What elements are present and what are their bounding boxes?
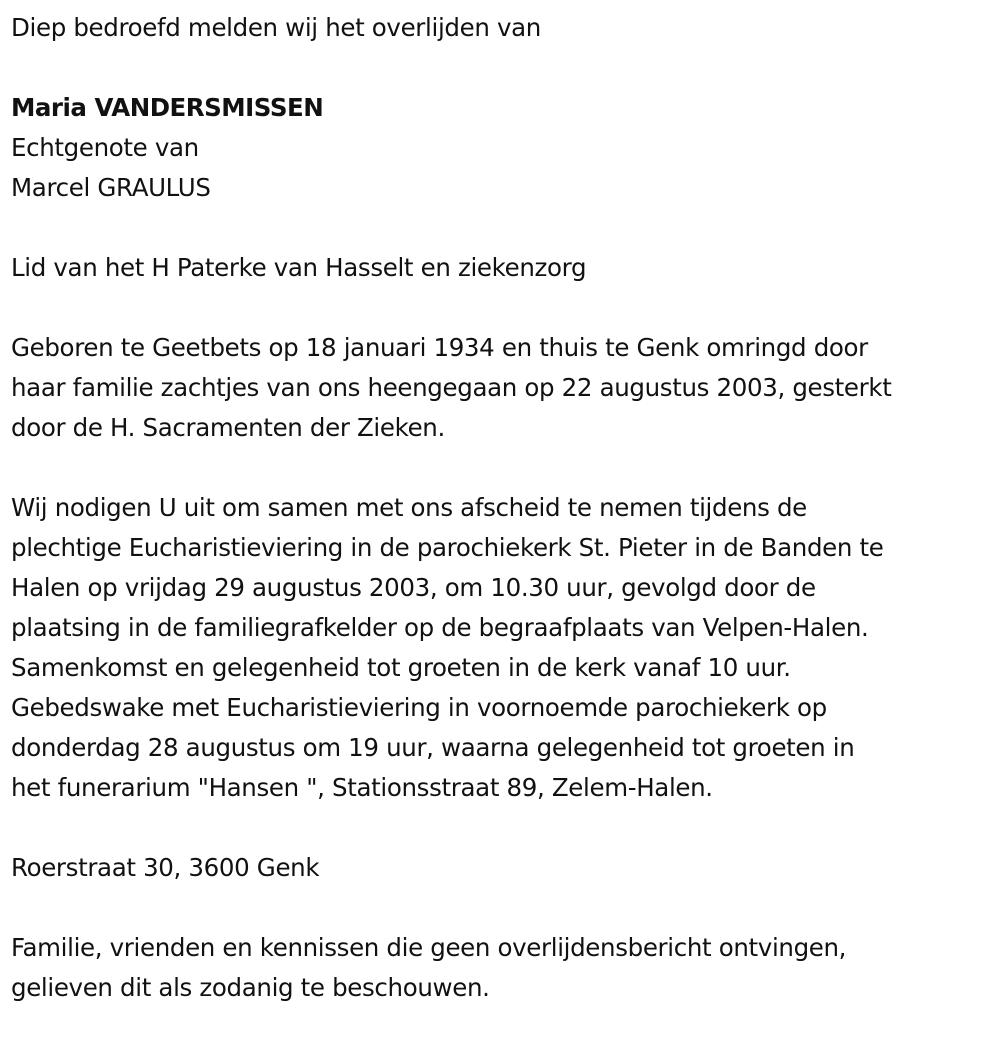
address-text: Roerstraat 30, 3600 Genk — [11, 853, 320, 882]
paragraph-line: Wij nodigen U uit om samen met ons afscheid te nemen tijdens de — [11, 493, 807, 522]
birth-death-paragraph — [11, 328, 1000, 448]
paragraph-line: Familie, vrienden en kennissen die geen overlijdensbericht ontvingen, — [11, 933, 847, 962]
spacer — [11, 888, 1000, 928]
paragraph-line: plaatsing in de familiegrafkelder op de begraafplaats van Velpen-Halen. — [11, 613, 869, 642]
spouse-label: Echtgenote van — [11, 133, 199, 162]
spacer — [11, 48, 1000, 88]
paragraph-line: Halen op vrijdag 29 augustus 2003, om 10.30 uur, gevolgd door de — [11, 573, 816, 602]
intro-text: Diep bedroefd melden wij het overlijden van — [11, 13, 541, 42]
invitation-paragraph — [11, 488, 1000, 808]
membership-text: Lid van het H Paterke van Hasselt en ziekenzorg — [11, 253, 587, 282]
spacer — [11, 808, 1000, 848]
paragraph-line: plechtige Eucharistieviering in de parochiekerk St. Pieter in de Banden te — [11, 533, 884, 562]
paragraph-line: Samenkomst en gelegenheid tot groeten in de kerk vanaf 10 uur. — [11, 653, 791, 682]
spacer — [11, 448, 1000, 488]
spacer — [11, 208, 1000, 248]
closing-paragraph — [11, 928, 1000, 1008]
spacer — [11, 288, 1000, 328]
paragraph-line: gelieven dit als zodanig te beschouwen. — [11, 973, 490, 1002]
paragraph-line: Gebedswake met Eucharistieviering in voornoemde parochiekerk op — [11, 693, 827, 722]
paragraph-line: door de H. Sacramenten der Zieken. — [11, 413, 445, 442]
paragraph-line: Geboren te Geetbets op 18 januari 1934 en thuis te Genk omringd door — [11, 333, 868, 362]
spouse-name: Marcel GRAULUS — [11, 173, 211, 202]
paragraph-line: donderdag 28 augustus om 19 uur, waarna gelegenheid tot groeten in — [11, 733, 855, 762]
paragraph-line: het funerarium "Hansen ", Stationsstraat 89, Zelem-Halen. — [11, 773, 713, 802]
deceased-name: Maria VANDERSMISSEN — [11, 93, 324, 122]
paragraph-line: haar familie zachtjes van ons heengegaan op 22 augustus 2003, gesterkt — [11, 373, 892, 402]
